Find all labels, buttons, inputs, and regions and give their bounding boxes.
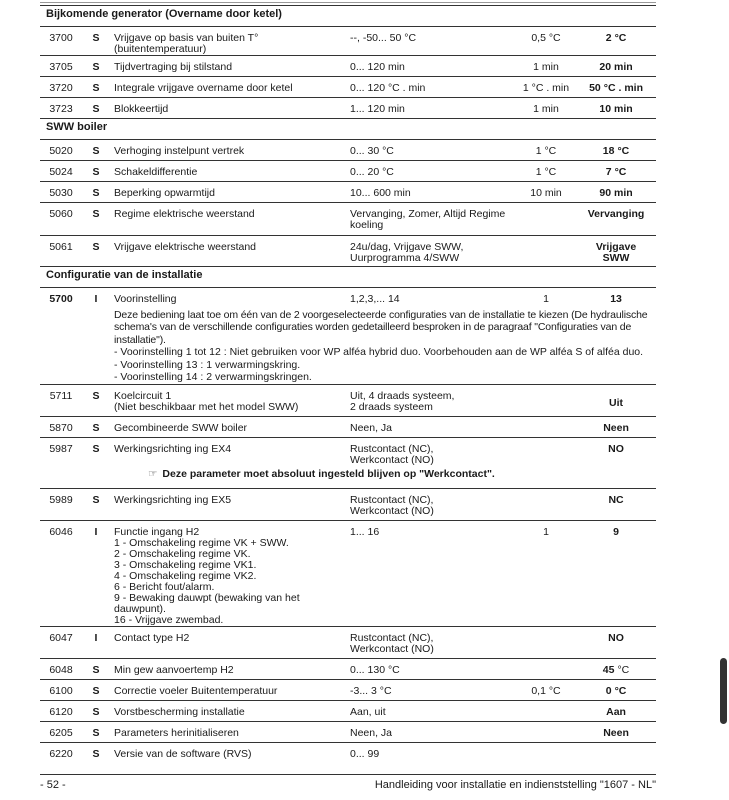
range-line: 2 draads systeem bbox=[350, 400, 433, 413]
range-line: 10... 600 min bbox=[350, 187, 411, 199]
param-default bbox=[576, 77, 656, 98]
param-description bbox=[110, 27, 346, 56]
param-step: 0,1 °C bbox=[516, 679, 576, 700]
param-level: S bbox=[82, 700, 110, 721]
top-edge-divider bbox=[40, 0, 656, 3]
param-step: 1 bbox=[516, 288, 576, 309]
range-line: 0... 120 min bbox=[350, 61, 405, 73]
default-unit: °C bbox=[614, 684, 627, 697]
param-default bbox=[576, 140, 656, 161]
parameter-row bbox=[40, 437, 656, 466]
param-level: S bbox=[82, 77, 110, 98]
param-step: 10 min bbox=[516, 182, 576, 203]
range-line: -3... 3 °C bbox=[350, 684, 392, 697]
vertical-scrollbar[interactable] bbox=[720, 658, 727, 724]
param-default bbox=[576, 626, 656, 658]
param-number: 5024 bbox=[40, 161, 82, 182]
parameter-row bbox=[40, 203, 656, 236]
param-default bbox=[576, 384, 656, 416]
range-line: 0... 20 °C bbox=[350, 166, 394, 178]
param-step: 1 °C bbox=[516, 161, 576, 182]
section-title: Bijkomende generator (Overname door ketel) bbox=[40, 6, 656, 27]
param-description bbox=[110, 236, 346, 267]
param-default bbox=[576, 98, 656, 119]
param-step bbox=[516, 384, 576, 416]
param-range bbox=[346, 742, 516, 763]
param-number: 5700 bbox=[40, 288, 82, 309]
default-value: Uit bbox=[609, 396, 624, 409]
default-unit: °C bbox=[614, 32, 627, 44]
param-number: 3705 bbox=[40, 56, 82, 77]
param-step: 1 bbox=[516, 520, 576, 626]
param-number: 5870 bbox=[40, 416, 82, 437]
description-line: Vorstbescherming installatie bbox=[114, 705, 245, 718]
param-description bbox=[110, 182, 346, 203]
param-description bbox=[110, 416, 346, 437]
param-default bbox=[576, 236, 656, 267]
range-line: Werkcontact (NO) bbox=[350, 504, 434, 517]
default-value: Neen bbox=[603, 726, 629, 739]
default-value: 0 bbox=[605, 684, 612, 697]
range-line: Uit, 4 draads systeem, bbox=[350, 389, 455, 402]
parameter-row bbox=[40, 658, 656, 679]
description-line: 2 - Omschakeling regime VK. bbox=[114, 547, 251, 560]
range-line: 1... 120 min bbox=[350, 103, 405, 115]
param-description bbox=[110, 77, 346, 98]
description-line: Werkingsrichting ing EX5 bbox=[114, 493, 232, 506]
param-default bbox=[576, 658, 656, 679]
description-line: Contact type H2 bbox=[114, 631, 190, 644]
param-number: 3720 bbox=[40, 77, 82, 98]
param-step: 1 min bbox=[516, 56, 576, 77]
description-line: 6 - Bericht fout/alarm. bbox=[114, 580, 215, 593]
default-value: NO bbox=[608, 442, 624, 455]
default-value: 2 bbox=[605, 32, 612, 44]
parameter-row bbox=[40, 182, 656, 203]
param-range bbox=[346, 56, 516, 77]
page-number: - 52 - bbox=[40, 779, 66, 791]
default-value: 9 bbox=[613, 525, 619, 538]
description-line: Beperking opwarmtijd bbox=[114, 187, 215, 199]
param-level: S bbox=[82, 488, 110, 520]
param-range bbox=[346, 27, 516, 56]
param-level: S bbox=[82, 721, 110, 742]
param-level: S bbox=[82, 416, 110, 437]
parameter-row bbox=[40, 742, 656, 763]
param-range bbox=[346, 203, 516, 236]
parameter-row bbox=[40, 679, 656, 700]
param-default bbox=[576, 288, 656, 309]
warning-row bbox=[40, 466, 656, 488]
description-line: Verhoging instelpunt vertrek bbox=[114, 145, 245, 157]
param-number: 5061 bbox=[40, 236, 82, 267]
default-value: Vrijgave SWW bbox=[595, 241, 637, 264]
param-description bbox=[110, 140, 346, 161]
description-line: 9 - Bewaking dauwpt (bewaking van het dauwpunt). bbox=[114, 591, 300, 615]
param-number: 6046 bbox=[40, 520, 82, 626]
param-default bbox=[576, 679, 656, 700]
param-step bbox=[516, 203, 576, 236]
parameter-row bbox=[40, 416, 656, 437]
param-range bbox=[346, 140, 516, 161]
note-line: - Voorinstelling 14 : 2 verwarmingskringen. bbox=[114, 371, 312, 383]
param-range bbox=[346, 384, 516, 416]
param-description bbox=[110, 56, 346, 77]
param-default bbox=[576, 437, 656, 466]
param-description bbox=[110, 488, 346, 520]
parameter-row bbox=[40, 236, 656, 267]
param-range bbox=[346, 98, 516, 119]
param-range bbox=[346, 520, 516, 626]
section-title: SWW boiler bbox=[40, 119, 656, 140]
param-description bbox=[110, 742, 346, 763]
description-line: (Niet beschikbaar met het model SWW) bbox=[114, 400, 299, 413]
range-line: Aan, uit bbox=[350, 705, 386, 718]
description-line: Koelcircuit 1 bbox=[114, 389, 172, 402]
param-range bbox=[346, 77, 516, 98]
param-description bbox=[110, 700, 346, 721]
parameter-row bbox=[40, 288, 656, 309]
param-description bbox=[110, 384, 346, 416]
note-line: schema's van de verschillende configuraties worden gedetailleerd besproken in de paragraaf "Configuraties van de installatie"). bbox=[114, 321, 632, 346]
param-level: S bbox=[82, 56, 110, 77]
description-line: Min gew aanvoertemp H2 bbox=[114, 663, 234, 676]
description-line: Voorinstelling bbox=[114, 293, 177, 305]
range-line: Rustcontact (NC), bbox=[350, 493, 434, 506]
default-value: 20 bbox=[599, 61, 612, 73]
default-value: 7 bbox=[605, 166, 612, 178]
description-line: Tijdvertraging bij stilstand bbox=[114, 61, 233, 73]
param-level: S bbox=[82, 161, 110, 182]
default-value: 90 bbox=[599, 187, 612, 199]
param-default bbox=[576, 488, 656, 520]
parameter-row bbox=[40, 384, 656, 416]
parameter-row bbox=[40, 626, 656, 658]
parameter-row bbox=[40, 161, 656, 182]
param-description bbox=[110, 679, 346, 700]
param-level: I bbox=[82, 288, 110, 309]
range-line: 24u/dag, Vrijgave SWW, bbox=[350, 241, 464, 253]
warning-text: Deze parameter moet absoluut ingesteld blijven op "Werkcontact". bbox=[162, 468, 495, 480]
default-value: 10 bbox=[599, 103, 612, 115]
default-value: NO bbox=[608, 631, 624, 644]
param-number: 3700 bbox=[40, 27, 82, 56]
description-line: Vrijgave elektrische weerstand bbox=[114, 241, 257, 253]
default-unit: °C bbox=[614, 166, 627, 178]
range-line: 0... 30 °C bbox=[350, 145, 394, 157]
description-line: Regime elektrische weerstand bbox=[114, 208, 255, 220]
range-line: koeling bbox=[350, 219, 384, 231]
default-unit: °C bbox=[617, 145, 630, 157]
param-step bbox=[516, 437, 576, 466]
description-line: Functie ingang H2 bbox=[114, 525, 200, 538]
param-number: 6120 bbox=[40, 700, 82, 721]
range-line: 1... 16 bbox=[350, 525, 380, 538]
range-line: Neen, Ja bbox=[350, 421, 393, 434]
note-line: - Voorinstelling 1 tot 12 : Niet gebruiken voor WP alféa hybrid duo. Voorbehouden aan de WP alféa S of alféa duo. bbox=[114, 346, 644, 358]
param-step bbox=[516, 742, 576, 763]
param-level: S bbox=[82, 182, 110, 203]
range-line: 0... 99 bbox=[350, 747, 380, 760]
param-description bbox=[110, 520, 346, 626]
param-number: 6205 bbox=[40, 721, 82, 742]
default-value: Aan bbox=[606, 705, 626, 718]
section-header bbox=[40, 6, 656, 27]
param-level: S bbox=[82, 384, 110, 416]
param-level: I bbox=[82, 626, 110, 658]
param-step bbox=[516, 236, 576, 267]
param-description bbox=[110, 288, 346, 309]
param-default bbox=[576, 721, 656, 742]
param-level: I bbox=[82, 520, 110, 626]
param-default bbox=[576, 182, 656, 203]
description-line: Blokkeertijd bbox=[114, 103, 169, 115]
range-line: 1,2,3,... 14 bbox=[350, 293, 400, 305]
param-number: 5060 bbox=[40, 203, 82, 236]
param-description bbox=[110, 437, 346, 466]
param-range bbox=[346, 288, 516, 309]
param-default bbox=[576, 416, 656, 437]
section-title: Configuratie van de installatie bbox=[40, 267, 656, 288]
default-value: 18 bbox=[602, 145, 615, 157]
param-step bbox=[516, 700, 576, 721]
default-unit: °C . min bbox=[603, 82, 643, 94]
description-line: 16 - Vrijgave zwembad. bbox=[114, 613, 224, 626]
param-step bbox=[516, 658, 576, 679]
param-step bbox=[516, 488, 576, 520]
param-default bbox=[576, 700, 656, 721]
param-number: 6047 bbox=[40, 626, 82, 658]
param-level: S bbox=[82, 658, 110, 679]
ex4-warning bbox=[110, 466, 656, 488]
param-description bbox=[110, 203, 346, 236]
param-range bbox=[346, 721, 516, 742]
default-value: Vervanging bbox=[587, 208, 645, 220]
default-unit: min bbox=[614, 103, 633, 115]
param-step: 0,5 °C bbox=[516, 27, 576, 56]
default-value: NC bbox=[608, 493, 624, 506]
param-step bbox=[516, 721, 576, 742]
description-line: 1 - Omschakeling regime VK + SWW. bbox=[114, 536, 289, 549]
param-number: 5711 bbox=[40, 384, 82, 416]
footer-divider bbox=[40, 774, 656, 775]
param-default bbox=[576, 27, 656, 56]
note-row bbox=[40, 309, 656, 385]
param-number: 5989 bbox=[40, 488, 82, 520]
param-step bbox=[516, 416, 576, 437]
default-value: 45 bbox=[602, 663, 615, 676]
param-level: S bbox=[82, 437, 110, 466]
param-step bbox=[516, 626, 576, 658]
param-number: 5020 bbox=[40, 140, 82, 161]
param-default bbox=[576, 161, 656, 182]
parameter-row bbox=[40, 721, 656, 742]
parameter-row bbox=[40, 27, 656, 56]
section-header bbox=[40, 267, 656, 288]
param-range bbox=[346, 236, 516, 267]
param-range bbox=[346, 658, 516, 679]
param-level: S bbox=[82, 203, 110, 236]
param-number: 6220 bbox=[40, 742, 82, 763]
description-line: Werkingsrichting ing EX4 bbox=[114, 442, 232, 455]
description-line: Correctie voeler Buitentemperatuur bbox=[114, 684, 278, 697]
param-number: 5987 bbox=[40, 437, 82, 466]
param-default bbox=[576, 520, 656, 626]
param-range bbox=[346, 700, 516, 721]
param-range bbox=[346, 626, 516, 658]
range-line: 0... 130 °C bbox=[350, 663, 400, 676]
description-line: Vrijgave op basis van buiten T° (buitentemperatuur) bbox=[114, 32, 259, 55]
param-range bbox=[346, 182, 516, 203]
range-line: Uurprogramma 4/SWW bbox=[350, 252, 460, 264]
note-line: Deze bediening laat toe om één van de 2 voorgeselecteerde configuraties van de installatie te kiezen (De hydraulische bbox=[114, 308, 648, 321]
range-line: 0... 120 °C . min bbox=[350, 82, 426, 94]
parameter-table bbox=[40, 5, 656, 763]
range-line: Werkcontact (NO) bbox=[350, 642, 434, 655]
parameter-row bbox=[40, 520, 656, 626]
range-line: Rustcontact (NC), bbox=[350, 442, 434, 455]
param-number: 6048 bbox=[40, 658, 82, 679]
param-level: S bbox=[82, 236, 110, 267]
param-step: 1 °C bbox=[516, 140, 576, 161]
parameter-row bbox=[40, 98, 656, 119]
default-unit: °C bbox=[617, 663, 630, 676]
param-description bbox=[110, 98, 346, 119]
parameter-row bbox=[40, 488, 656, 520]
voorinstelling-note bbox=[110, 309, 656, 385]
param-step: 1 °C . min bbox=[516, 77, 576, 98]
section-header bbox=[40, 119, 656, 140]
param-level: S bbox=[82, 742, 110, 763]
default-unit: min bbox=[614, 61, 633, 73]
default-value: 13 bbox=[610, 293, 622, 305]
description-line: Gecombineerde SWW boiler bbox=[114, 421, 248, 434]
param-default bbox=[576, 203, 656, 236]
param-range bbox=[346, 488, 516, 520]
range-line: Werkcontact (NO) bbox=[350, 453, 434, 466]
param-level: S bbox=[82, 27, 110, 56]
default-value: 50 bbox=[589, 82, 601, 94]
parameter-row bbox=[40, 140, 656, 161]
default-value: Neen bbox=[603, 421, 629, 434]
param-number: 6100 bbox=[40, 679, 82, 700]
param-range bbox=[346, 161, 516, 182]
default-unit: min bbox=[614, 187, 633, 199]
description-line: Integrale vrijgave overname door ketel bbox=[114, 82, 293, 94]
range-line: --, -50... 50 °C bbox=[350, 32, 417, 44]
param-default bbox=[576, 56, 656, 77]
param-description bbox=[110, 161, 346, 182]
range-line: Neen, Ja bbox=[350, 726, 393, 739]
param-level: S bbox=[82, 140, 110, 161]
param-description bbox=[110, 721, 346, 742]
param-step: 1 min bbox=[516, 98, 576, 119]
param-number: 3723 bbox=[40, 98, 82, 119]
param-description bbox=[110, 658, 346, 679]
footer-title: Handleiding voor installatie en indienststelling "1607 - NL" bbox=[374, 779, 656, 791]
description-line: Parameters herinitialiseren bbox=[114, 726, 239, 739]
param-default bbox=[576, 742, 656, 763]
param-number: 5030 bbox=[40, 182, 82, 203]
range-line: Rustcontact (NC), bbox=[350, 631, 434, 644]
range-line: Vervanging, Zomer, Altijd Regime bbox=[350, 208, 506, 220]
parameter-row bbox=[40, 56, 656, 77]
pointing-hand-icon: ☞ bbox=[148, 468, 158, 480]
param-range bbox=[346, 679, 516, 700]
parameter-row bbox=[40, 77, 656, 98]
note-line: - Voorinstelling 13 : 1 verwarmingskring. bbox=[114, 358, 301, 371]
parameter-row bbox=[40, 700, 656, 721]
param-description bbox=[110, 626, 346, 658]
description-line: 4 - Omschakeling regime VK2. bbox=[114, 569, 257, 582]
param-level: S bbox=[82, 98, 110, 119]
param-level: S bbox=[82, 679, 110, 700]
description-line: Versie van de software (RVS) bbox=[114, 747, 252, 760]
param-range bbox=[346, 416, 516, 437]
description-line: Schakeldifferentie bbox=[114, 166, 198, 178]
param-range bbox=[346, 437, 516, 466]
description-line: 3 - Omschakeling regime VK1. bbox=[114, 558, 257, 571]
